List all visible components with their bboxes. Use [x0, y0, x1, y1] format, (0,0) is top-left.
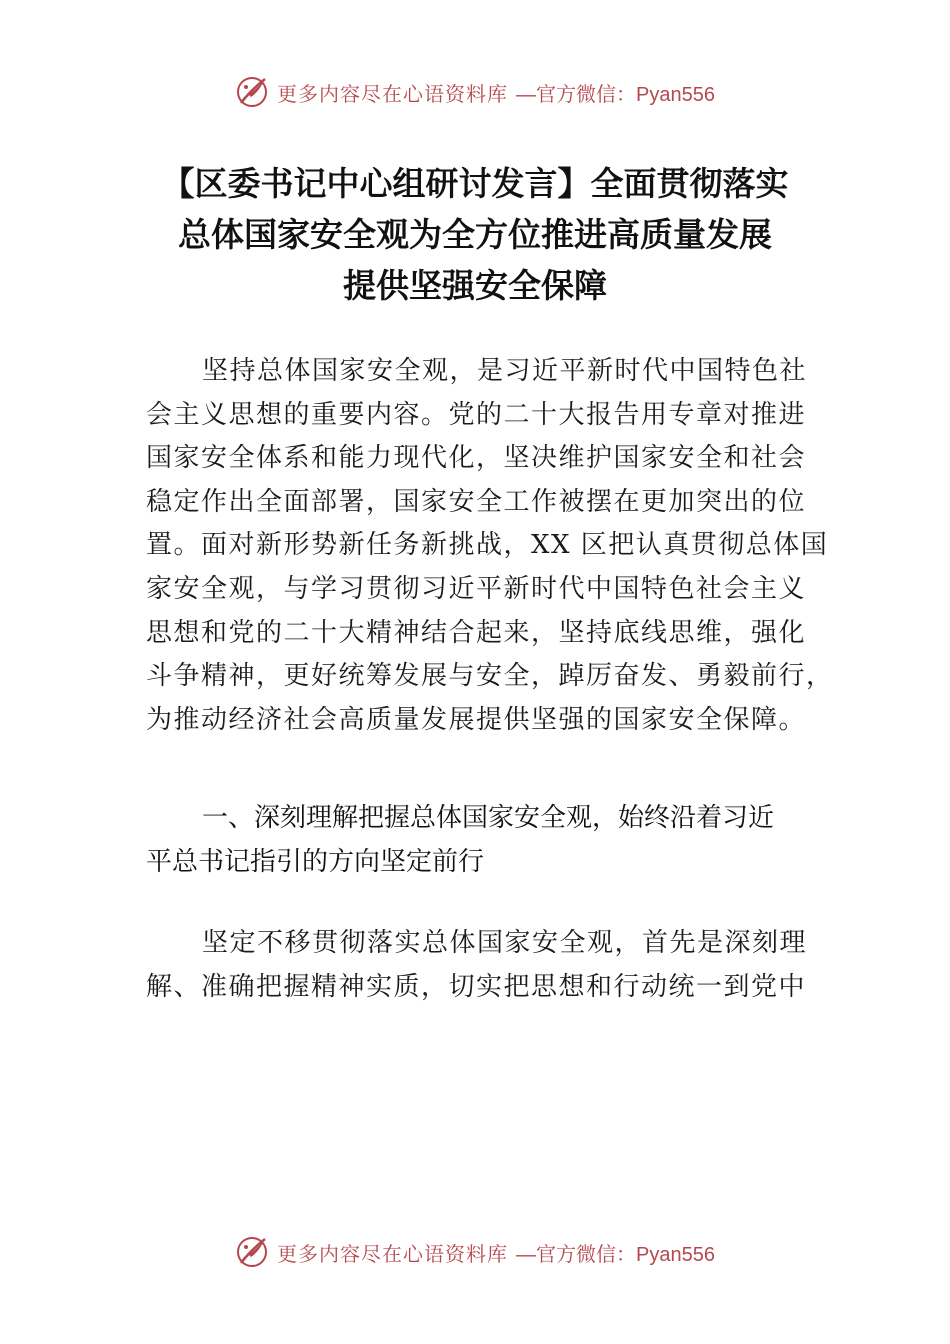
paragraph-line: 斗争精神，更好统筹发展与安全，踔厉奋发、勇毅前行，: [146, 661, 834, 692]
quill-logo-icon: [235, 75, 269, 109]
paragraph-line: 坚持总体国家安全观，是习近平新时代中国特色社: [202, 356, 808, 386]
title-line: 【区委书记中心组研讨发言】全面贯彻落实: [161, 164, 789, 203]
paragraph-line: 解、准确把握精神实质，切实把思想和行动统一到党中: [146, 971, 807, 1002]
paragraph-line: 坚定不移贯彻落实总体国家安全观，首先是深刻理: [202, 928, 808, 958]
intro-paragraph: [146, 350, 834, 742]
paragraph-line: 为推动经济社会高质量发展提供坚强的国家安全保障。: [146, 704, 807, 735]
document-title: [100, 158, 850, 311]
title-line: 总体国家安全观为全方位推进高质量发展: [178, 215, 772, 254]
footer-banner: [0, 1232, 950, 1272]
quill-logo-icon: [235, 1235, 269, 1269]
banner-slogan: 更多内容尽在心语资料库: [277, 1241, 509, 1266]
paragraph-line: 家安全观，与学习贯彻习近平新时代中国特色社会主义: [146, 573, 807, 604]
section-heading: [146, 796, 806, 884]
paragraph-line: 稳定作出全面部署，国家安全工作被摆在更加突出的位: [146, 486, 807, 517]
paragraph-line: 会主义思想的重要内容。党的二十大报告用专章对推进: [146, 399, 807, 430]
banner-contact: —官方微信：Pyan556: [516, 1243, 715, 1266]
paragraph-line: 思想和党的二十大精神结合起来，坚持底线思维，强化: [146, 617, 807, 648]
header-banner: [0, 72, 950, 112]
heading-line: 平总书记指引的方向坚定前行: [146, 847, 485, 877]
title-line: 提供坚强安全保障: [343, 266, 607, 305]
paragraph-line: 国家安全体系和能力现代化，坚决维护国家安全和社会: [146, 443, 807, 474]
section-paragraph: [146, 922, 806, 1009]
heading-line: 一、深刻理解把握总体国家安全观，始终沿着习近: [202, 803, 775, 833]
paragraph-line: 置。面对新形势新任务新挑战，XX 区把认真贯彻总体国: [146, 530, 829, 561]
banner-slogan: 更多内容尽在心语资料库: [277, 81, 509, 106]
banner-contact: —官方微信：Pyan556: [516, 83, 715, 106]
